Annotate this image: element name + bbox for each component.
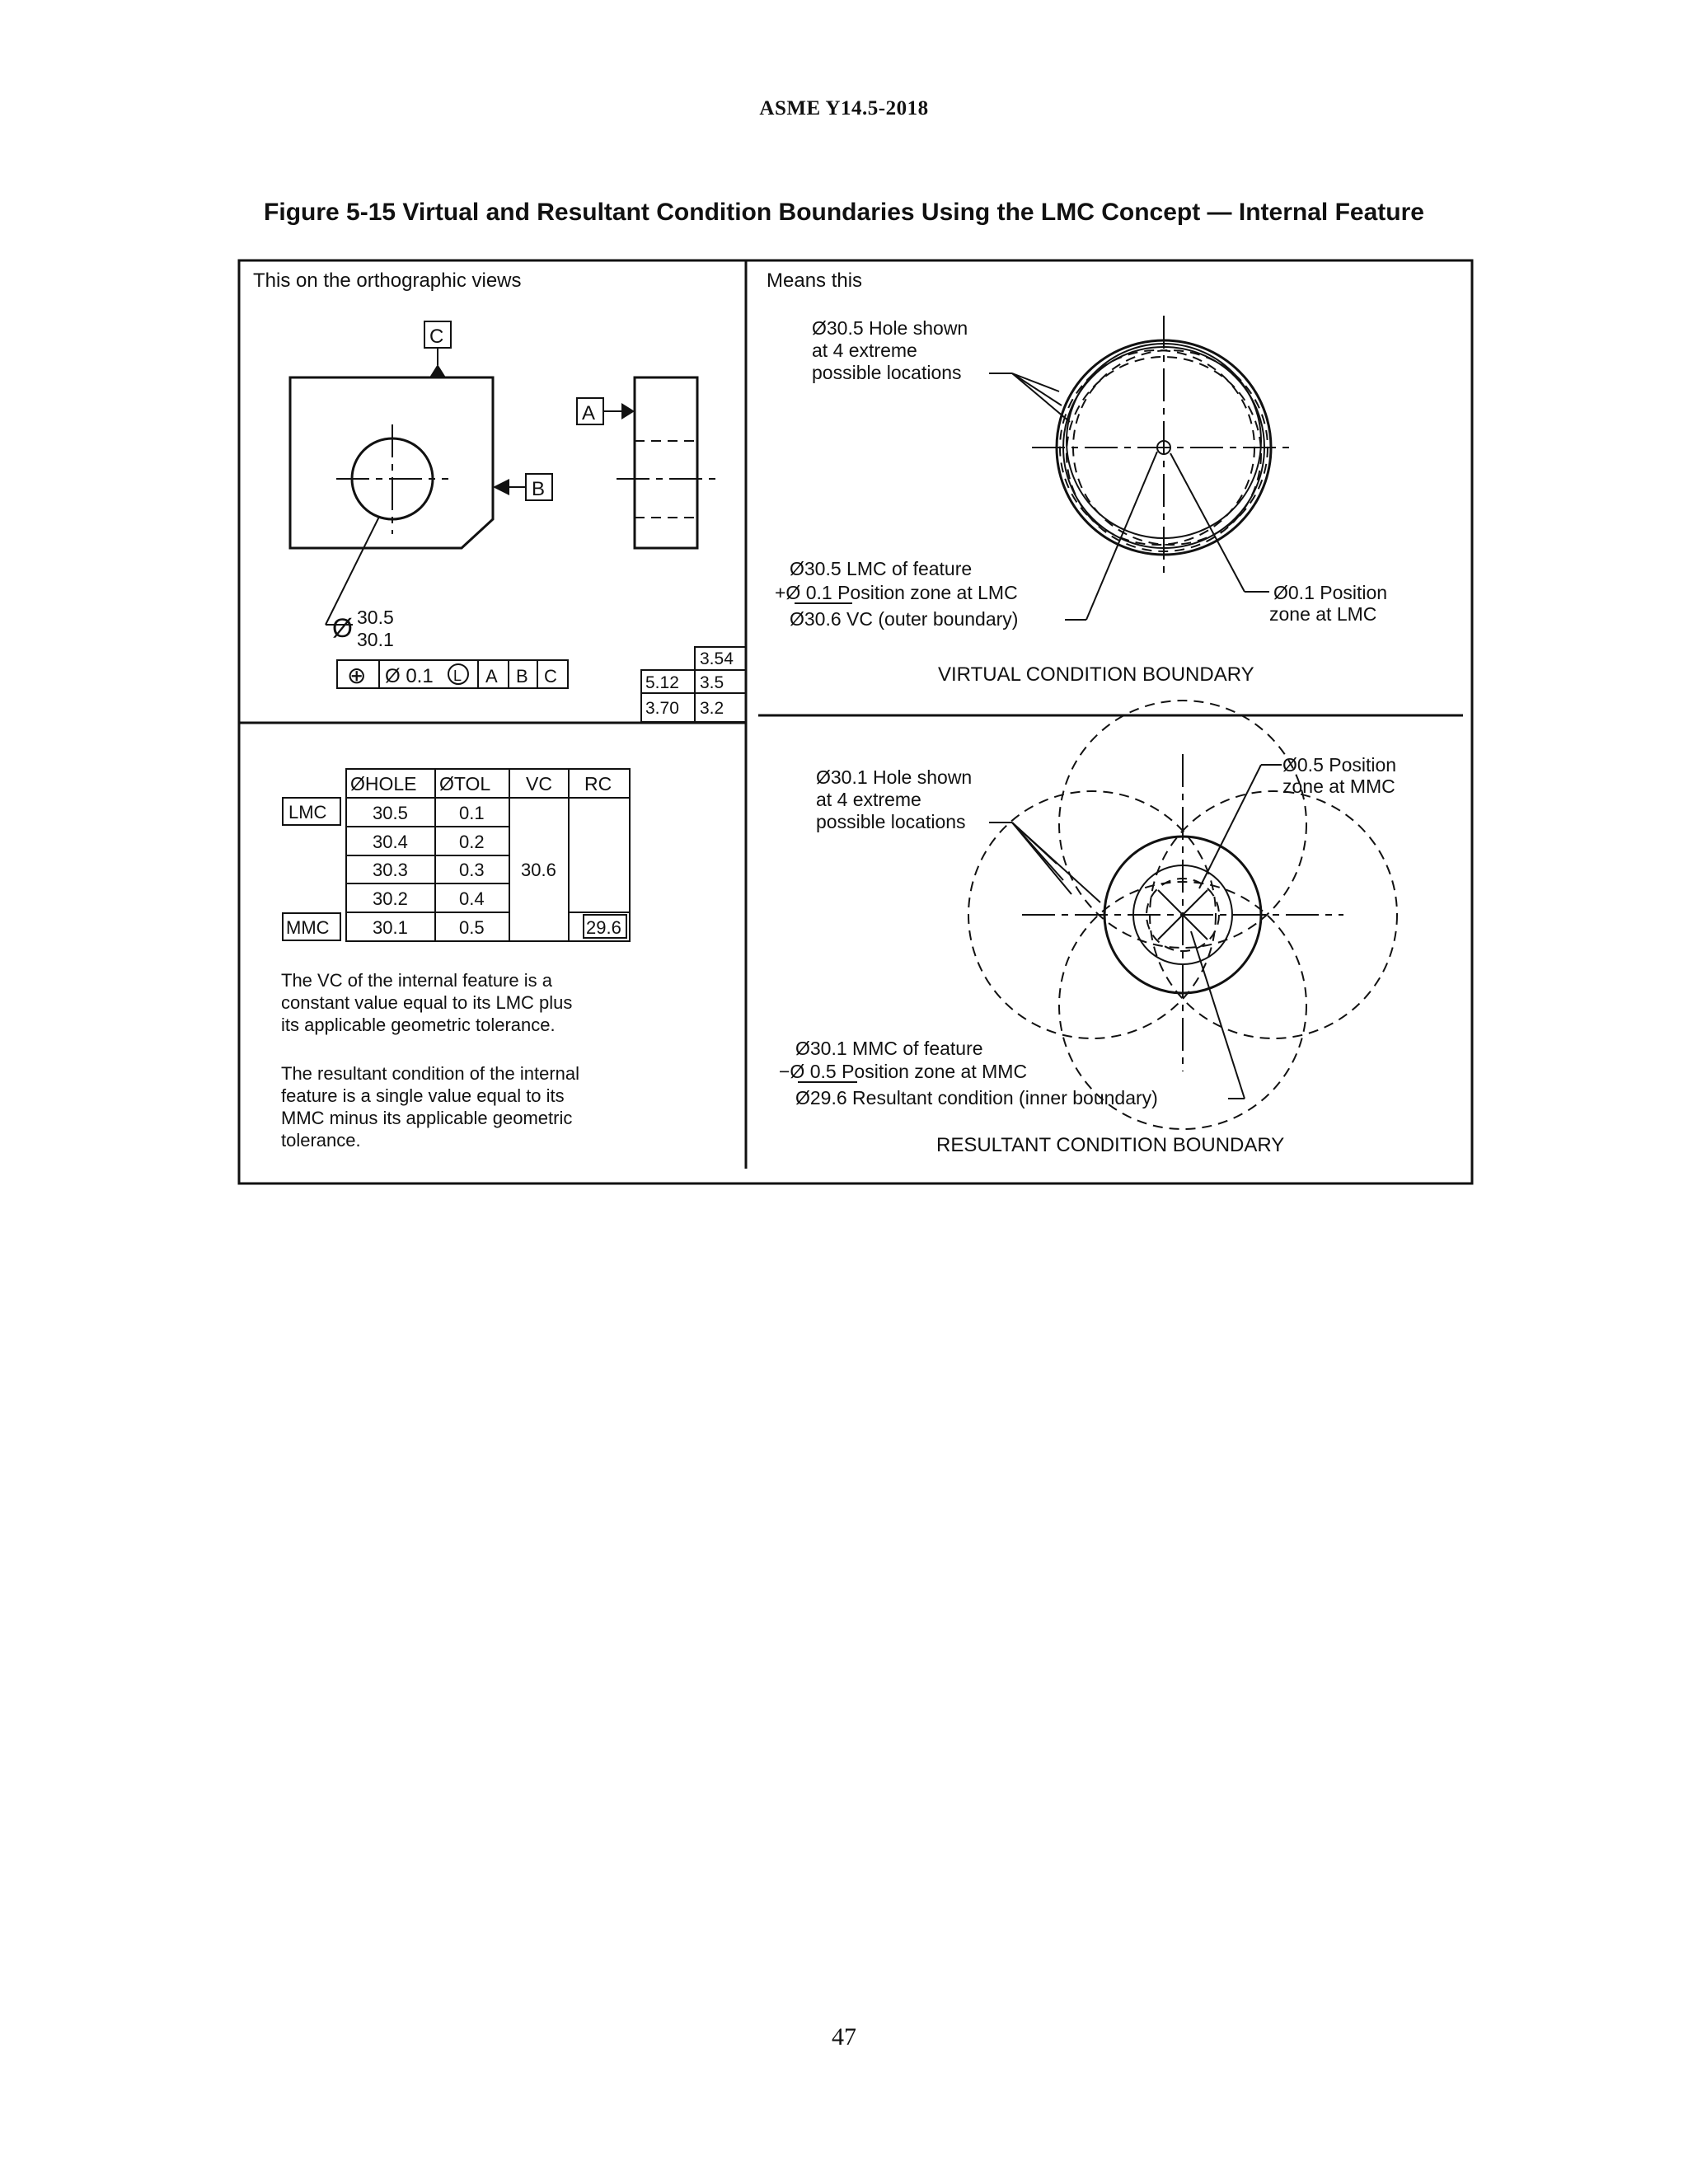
vc-callout-hole-3: possible locations	[812, 362, 962, 383]
datum-a-label: A	[582, 402, 596, 424]
rc-pos-zone-2: zone at MMC	[1282, 776, 1395, 797]
rc-pos-zone-1: Ø0.5 Position	[1282, 754, 1397, 776]
figure-caption: Figure 5-15 Virtual and Resultant Condition Boundaries Using the LMC Concept — Internal Feature	[264, 199, 1424, 226]
fcf-datum-c: C	[544, 666, 557, 687]
note2-line4: tolerance.	[281, 1130, 361, 1151]
note1-line3: its applicable geometric tolerance.	[281, 1015, 556, 1035]
table-hole-4: 30.1	[373, 917, 408, 938]
table-tol-2: 0.3	[459, 860, 485, 880]
note2-line2: feature is a single value equal to its	[281, 1085, 565, 1106]
dim-bot-right: 3.2	[700, 699, 724, 718]
table-label-lmc: LMC	[288, 802, 327, 823]
document-header: ASME Y14.5-2018	[759, 97, 929, 120]
table-tol-4: 0.5	[459, 917, 485, 938]
rc-title: RESULTANT CONDITION BOUNDARY	[936, 1134, 1285, 1156]
vc-circles	[1032, 316, 1296, 579]
table-tol-0: 0.1	[459, 803, 485, 823]
table-hole-2: 30.3	[373, 860, 408, 880]
rc-callout-hole-3: possible locations	[816, 811, 966, 832]
rc-callout-hole-2: at 4 extreme	[816, 789, 921, 810]
dim-mid-right: 3.5	[700, 673, 724, 692]
rc-mmc-line3: Ø29.6 Resultant condition (inner boundary)	[795, 1087, 1158, 1108]
note1-line2: constant value equal to its LMC plus	[281, 992, 573, 1013]
vc-lmc-line2: +Ø 0.1 Position zone at LMC	[775, 582, 1018, 603]
table-header-tol: ØTOL	[439, 773, 491, 794]
feature-control-frame	[337, 660, 568, 688]
vc-pos-zone-1: Ø0.1 Position	[1273, 582, 1388, 603]
vc-lmc-line1: Ø30.5 LMC of feature	[790, 558, 973, 579]
note2-line1: The resultant condition of the internal	[281, 1063, 580, 1084]
datum-a-triangle	[621, 403, 635, 419]
table-header-hole: ØHOLE	[350, 773, 417, 794]
fcf-modifier: L	[453, 668, 462, 684]
dim-top: 3.54	[700, 649, 734, 668]
datum-b-triangle	[493, 479, 509, 495]
table-rc-value: 29.6	[586, 917, 621, 938]
rc-callout-hole-1: Ø30.1 Hole shown	[816, 766, 973, 788]
vc-title: VIRTUAL CONDITION BOUNDARY	[938, 663, 1254, 686]
datum-c-triangle	[429, 364, 446, 377]
fcf-datum-a: A	[485, 666, 498, 687]
table-header-rc: RC	[584, 773, 612, 794]
table-header-vc: VC	[526, 773, 552, 794]
table-label-mmc: MMC	[286, 917, 330, 938]
position-symbol-icon: ⊕	[347, 663, 367, 688]
means-this-heading: Means this	[767, 269, 863, 292]
vc-callout-hole-2: at 4 extreme	[812, 340, 917, 361]
table-hole-3: 30.2	[373, 888, 408, 909]
page-number: 47	[832, 2023, 856, 2050]
rc-mmc-line1: Ø30.1 MMC of feature	[795, 1038, 983, 1059]
fcf-datum-b: B	[516, 666, 528, 687]
rc-mmc-line2: −Ø 0.5 Position zone at MMC	[779, 1061, 1028, 1082]
hole-dia-symbol: Ø	[332, 613, 353, 643]
vc-pos-zone-2: zone at LMC	[1269, 603, 1377, 625]
datum-c-label: C	[429, 326, 444, 348]
dimension-table	[641, 647, 746, 722]
fcf-tolerance: Ø 0.1	[385, 665, 434, 687]
condition-table	[283, 769, 630, 941]
dim-mid-left: 5.12	[645, 673, 679, 692]
side-view-part	[635, 377, 697, 548]
table-hole-1: 30.4	[373, 832, 408, 852]
table-vc-value: 30.6	[521, 860, 556, 880]
table-hole-0: 30.5	[373, 803, 408, 823]
ortho-heading: This on the orthographic views	[253, 269, 522, 292]
note2-line3: MMC minus its applicable geometric	[281, 1108, 573, 1128]
table-tol-1: 0.2	[459, 832, 485, 852]
vc-callout-hole-1: Ø30.5 Hole shown	[812, 317, 968, 339]
datum-b-label: B	[532, 478, 546, 500]
vc-lmc-line3: Ø30.6 VC (outer boundary)	[790, 608, 1019, 630]
hole-dia-upper: 30.5	[357, 607, 394, 628]
hole-dia-lower: 30.1	[357, 629, 394, 650]
dim-bot-left: 3.70	[645, 699, 679, 718]
note1-line1: The VC of the internal feature is a	[281, 970, 552, 991]
table-tol-3: 0.4	[459, 888, 485, 909]
